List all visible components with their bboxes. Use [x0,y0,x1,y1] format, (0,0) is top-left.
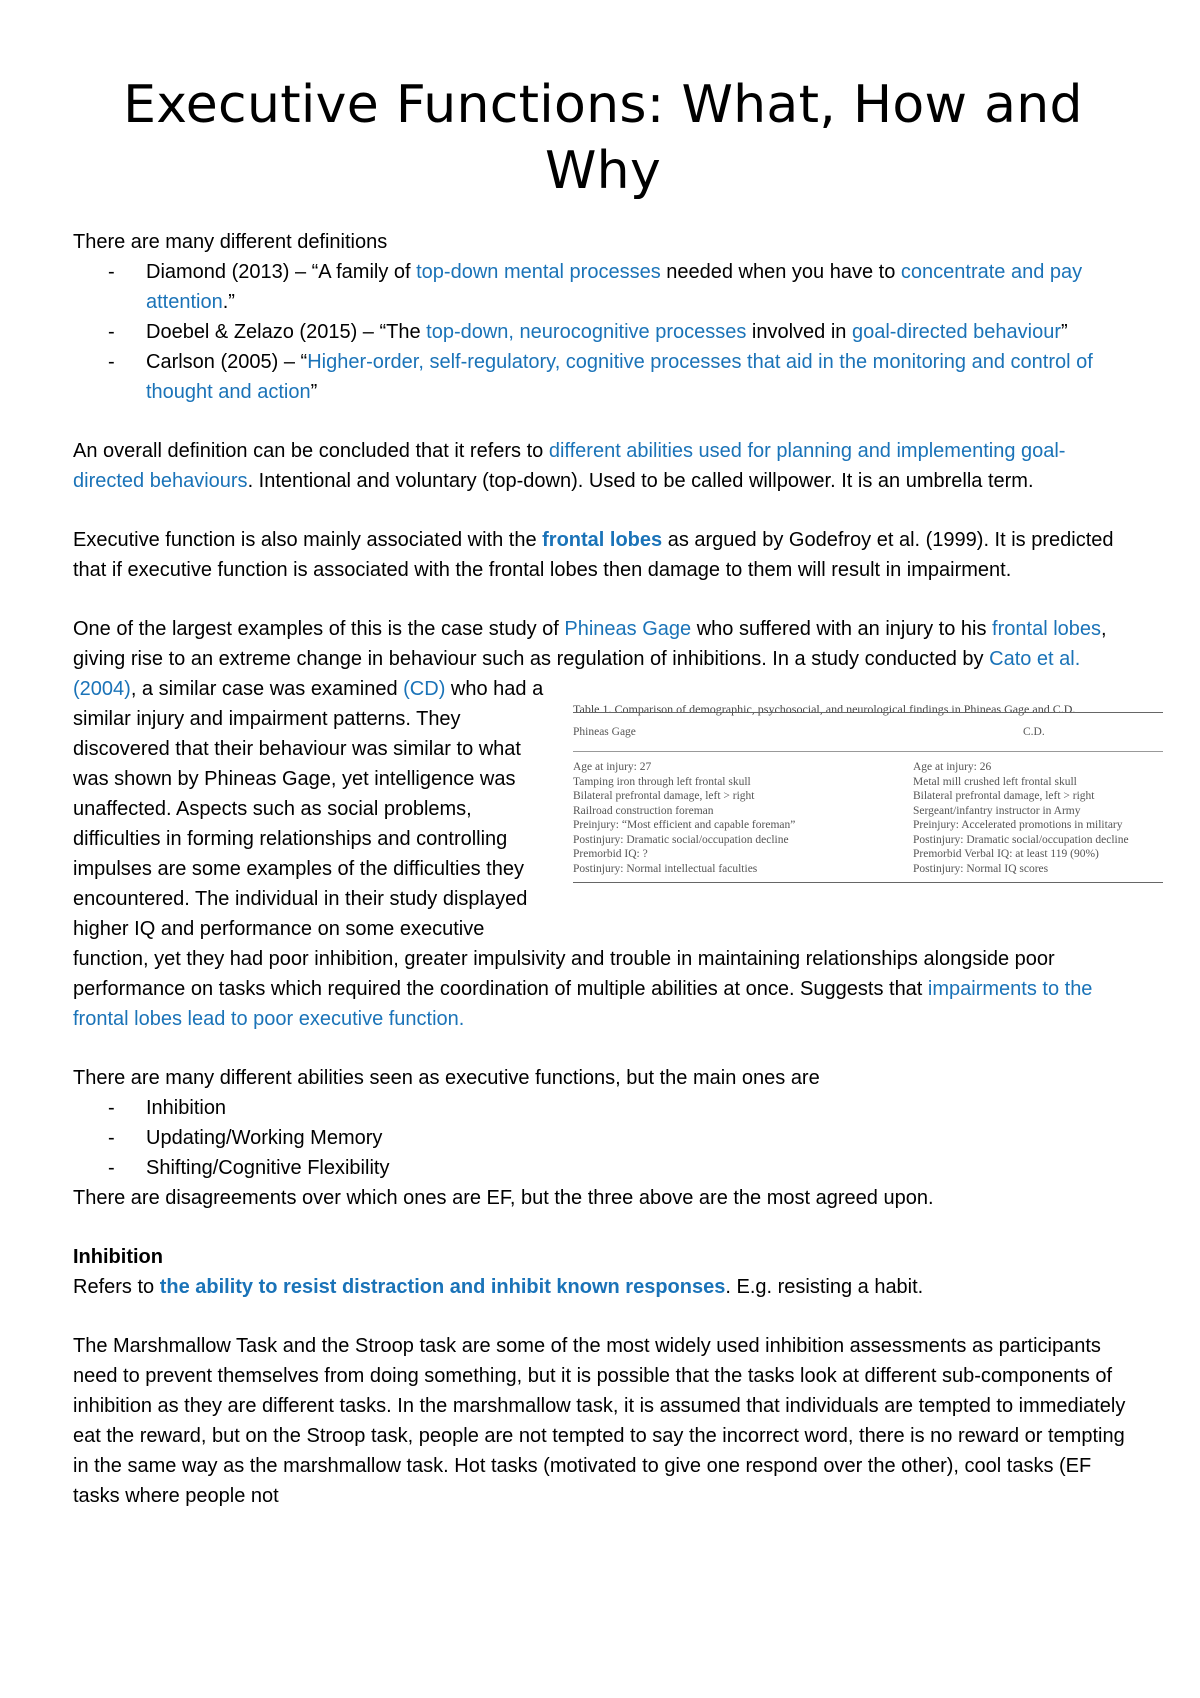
table-header [573,713,1163,752]
table-cell: Age at injury: 27 [573,761,652,773]
table-cell: Postinjury: Dramatic social/occupation decline [913,833,1129,846]
table-row [573,833,1163,848]
overall-definition-paragraph: An overall definition can be concluded that it refers to different abilities used for planning and implementing goal-directed behaviours. Intentional and voluntary (top-down). Used to be called willpower. It is an umbrella term. [73,440,1066,492]
abilities-list [73,1093,1133,1183]
inhibition-tasks-paragraph: The Marshmallow Task and the Stroop task are some of the most widely used inhibition assessments as participants need to prevent themselves from doing something, but it is possible that the tasks look at different sub-components of inhibition as they are different tasks. In the marshmallow task, it is assumed that individuals are tempted to immediately eat the reward, but on the Stroop task, people are not tempted to say the incorrect word, there is no reward or tempting in the same way as the marshmallow task. Hot tasks (motivated to give one respond over the other), cool tasks (EF tasks where people not [73,1335,1126,1507]
table-row [573,862,1163,877]
definition-item: - Diamond (2013) – “A family of top-down mental processes needed when you have to concentrate and pay attention.” [146,257,1133,317]
table-cell: Railroad construction foreman [573,804,714,817]
table-cell: Tamping iron through left frontal skull [573,775,751,788]
table-cell: Metal mill crushed left frontal skull [913,775,1077,788]
abilities-intro: There are many different abilities seen as executive functions, but the main ones are [73,1067,820,1089]
table-row [573,789,1163,804]
table-cell: Bilateral prefrontal damage, left > right [913,790,1095,802]
definition-item: - Doebel & Zelazo (2015) – “The top-down, neurocognitive processes involved in goal-directed behaviour” [146,317,1133,347]
table-cell: Postinjury: Normal intellectual faculties [573,862,758,875]
table-cell: Age at injury: 26 [913,761,992,773]
ability-item: - Updating/Working Memory [146,1123,1133,1153]
table-cell: Preinjury: Accelerated promotions in military [913,819,1123,831]
table-caption: Table 1. Comparison of demographic, psychosocial, and neurological findings in Phineas Gage and C.D. [573,702,1076,716]
table-row [573,775,1163,790]
comparison-table-figure [573,684,1163,942]
table-cell: Postinjury: Dramatic social/occupation decline [573,833,789,846]
table-cell: Premorbid IQ: ? [573,848,648,860]
table-row [573,804,1163,819]
definitions-list [73,257,1133,407]
table-row [573,847,1163,862]
table-cell: Bilateral prefrontal damage, left > right [573,790,755,802]
table-cell: Preinjury: “Most efficient and capable foreman” [573,819,796,831]
frontal-lobes-paragraph: Executive function is also mainly associated with the frontal lobes as argued by Godefroy et al. (1999). It is predicted that if executive function is associated with the frontal lobes then damage to them will result in impairment. [73,529,1114,581]
document-body [73,0,1133,1511]
header-cell: Phineas Gage [573,726,636,738]
table-row [573,818,1163,833]
table-cell: Premorbid Verbal IQ: at least 119 (90%) [913,848,1099,860]
abilities-note: There are disagreements over which ones are EF, but the three above are the most agreed upon. [73,1187,934,1209]
table-row [573,760,1163,775]
phineas-gage-paragraph: One of the largest examples of this is the case study of Phineas Gage who suffered with an injury to his frontal lobes, giving rise to an extreme change in behaviour such as regulation of inhibitions. In a study conducted by Cato et al. (2004), a similar case was examined (CD) Table 1. Comparison of demographic, psychosocial, and neurological findings in Phineas Gage and C.D. Phineas Gage C.D. Age at injury: 27 Age at injury: 26 Tamping iron through left frontal skull Metal mill crushed left frontal skull Bilateral prefrontal damage, left > right Bilateral prefrontal damage, left > right Railroad construction foreman Sergeant/infantry instructor in Army Preinjury: “Most efficient and capable foreman” Preinjury: Accelerated promotions in military Postinjury: Dramatic social/occupation decline Postinjury: Dramatic social/occupation decline Premorbid IQ: ? Premorbid Verbal IQ: at least 119 (90%) Postinjury: Normal intellectual faculties Postinjury: Normal IQ scores who had a similar injury and impairment patterns. They discovered that their behaviour was similar to what was shown by Phineas Gage, yet intelligence was unaffected. Aspects such as social problems, difficulties in forming relationships and controlling impulses are some examples of the difficulties they encountered. The individual in their study displayed higher IQ and performance on some executive function, yet they had poor inhibition, greater impulsivity and trouble in maintaining relationships alongside poor performance on tasks which required the coordination of multiple abilities at once. Suggests that impairments to the frontal lobes lead to poor executive function. [73,614,1133,1034]
comparison-table [573,712,1163,883]
table-cell: Postinjury: Normal IQ scores [913,862,1049,875]
ability-item: - Shifting/Cognitive Flexibility [146,1153,1133,1183]
inhibition-heading: Inhibition [73,1246,163,1268]
definition-item: - Carlson (2005) – “Higher-order, self-regulatory, cognitive processes that aid in the monitoring and control of thought and action” [146,347,1133,407]
header-cell: C.D. [1023,726,1045,738]
definitions-intro: There are many different definitions [73,231,388,253]
table-cell: Sergeant/infantry instructor in Army [913,804,1081,817]
inhibition-definition: Refers to the ability to resist distraction and inhibit known responses. E.g. resisting a habit. [73,1276,924,1298]
page-title: Executive Functions: What, How and Why [123,75,1083,201]
ability-item: - Inhibition [146,1093,1133,1123]
